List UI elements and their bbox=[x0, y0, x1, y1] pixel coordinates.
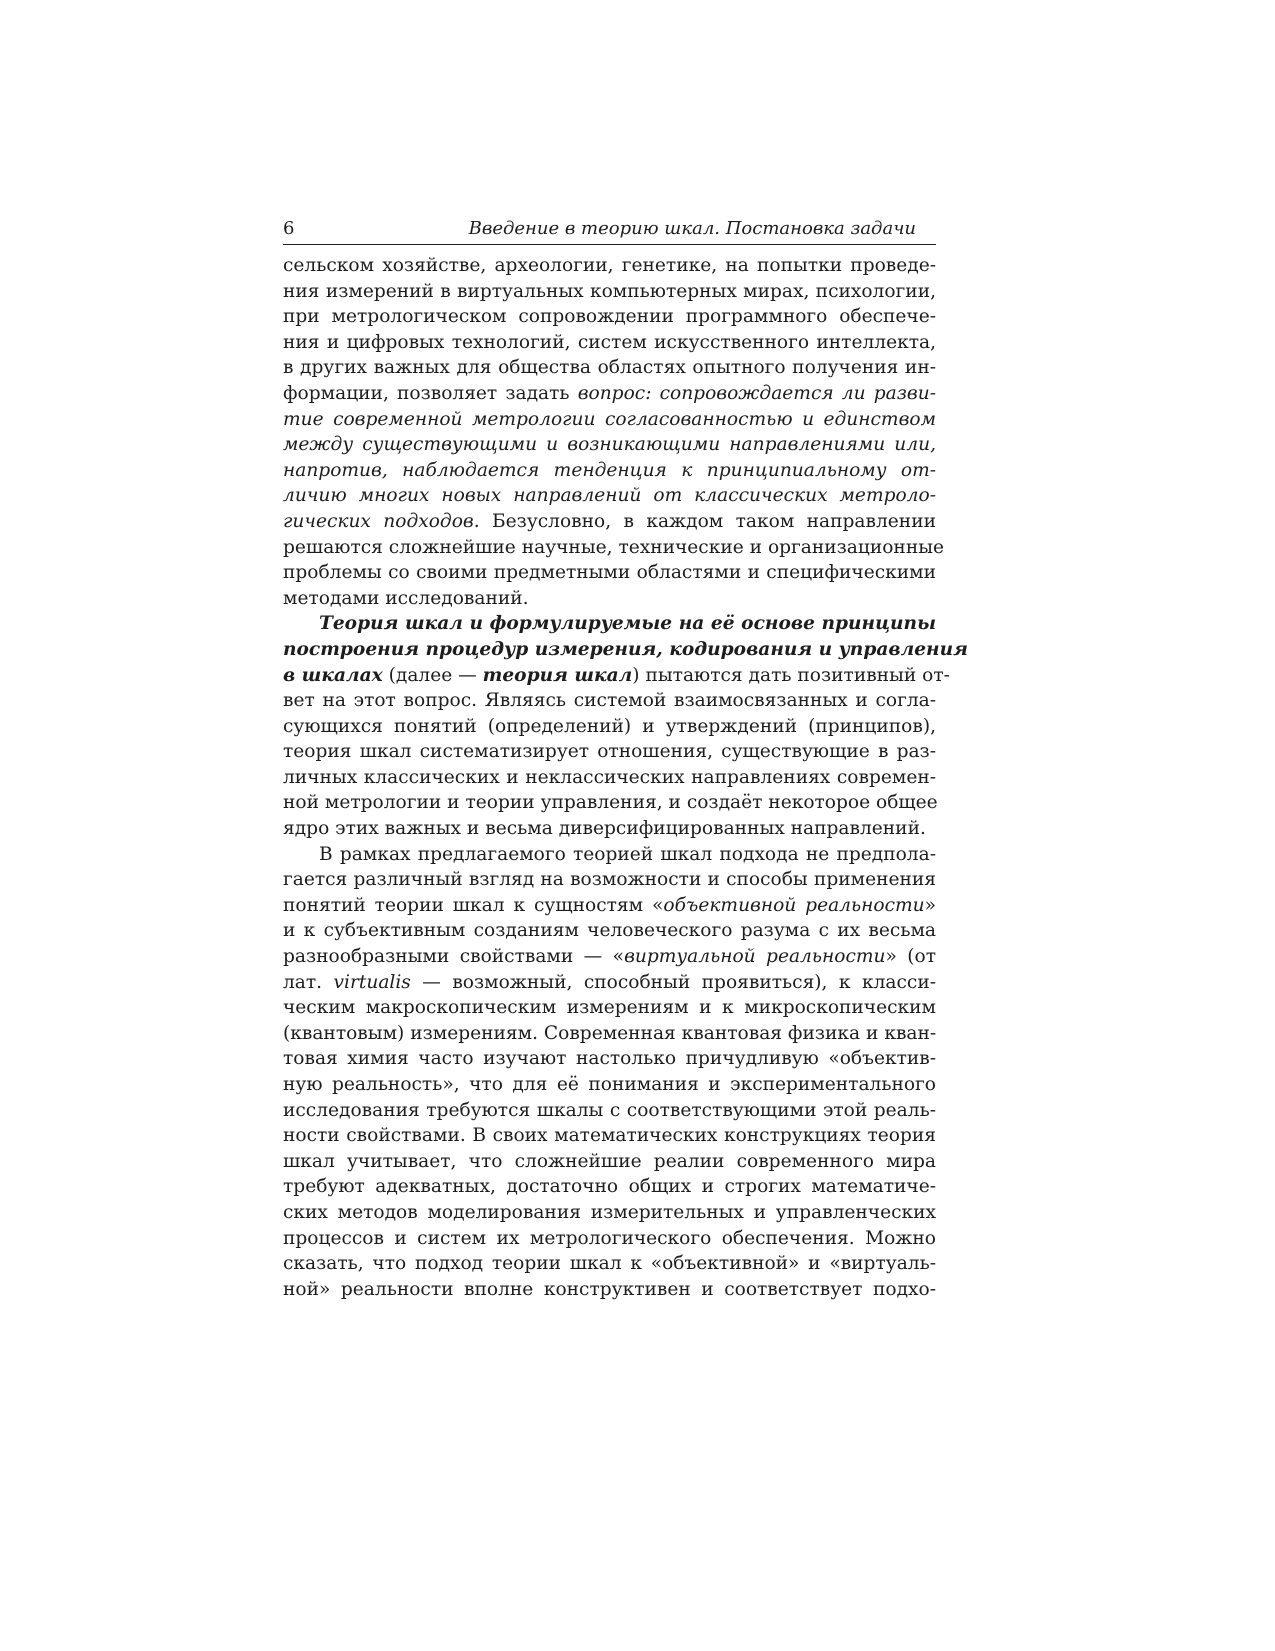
text-line bbox=[283, 611, 936, 637]
text-run: шкал учитывает, что сложнейшие реалии современного мира bbox=[283, 1150, 936, 1172]
text-line bbox=[283, 432, 936, 458]
text-run: . Безусловно, в каждом таком направлении bbox=[473, 510, 936, 532]
text-line bbox=[283, 483, 936, 509]
text-line bbox=[283, 253, 936, 279]
text-run: (далее — bbox=[382, 664, 483, 686]
italic-run: гических подходов bbox=[283, 510, 474, 532]
bold-italic-run: в шкалах bbox=[283, 664, 383, 686]
book-page bbox=[283, 216, 968, 1302]
bold-italic-run: Теория шкал и формулируемые на её основе принципы bbox=[319, 613, 936, 635]
text-line bbox=[283, 1149, 936, 1175]
text-run: товая химия часто изучают настолько причудливую «объектив- bbox=[283, 1048, 936, 1070]
running-header bbox=[283, 216, 936, 245]
text-line bbox=[283, 535, 945, 561]
text-run: — возможный, способный проявиться), к класси- bbox=[410, 971, 936, 993]
text-line bbox=[283, 944, 936, 970]
text-line bbox=[283, 407, 936, 433]
text-run: ния и цифровых технологий, систем искусственного интеллекта, bbox=[283, 331, 936, 353]
text-run: ских методов моделирования измерительных и управленческих bbox=[283, 1201, 936, 1223]
text-line bbox=[283, 1072, 936, 1098]
text-line bbox=[283, 790, 936, 816]
running-title: Введение в теорию шкал. Постановка задачи bbox=[468, 218, 916, 239]
text-line bbox=[283, 816, 936, 842]
bold-italic-run: теория шкал bbox=[482, 664, 633, 686]
text-line bbox=[283, 381, 936, 407]
text-line bbox=[283, 560, 936, 586]
text-line bbox=[283, 509, 936, 535]
text-line bbox=[283, 1046, 936, 1072]
text-run: вет на этот вопрос. Являясь системой взаимосвязанных и согла- bbox=[283, 690, 936, 712]
text-line bbox=[283, 1021, 936, 1047]
italic-run: тие современной метрологии согласованностью и единством bbox=[283, 408, 936, 430]
text-line bbox=[283, 458, 936, 484]
text-run: » (от bbox=[885, 946, 936, 968]
text-line bbox=[283, 637, 968, 663]
text-line bbox=[283, 1200, 936, 1226]
text-run: методами исследований. bbox=[283, 587, 529, 609]
italic-run: вопрос: сопровождается ли разви- bbox=[577, 382, 936, 404]
text-run: разнообразными свойствами — « bbox=[283, 946, 625, 968]
text-line bbox=[283, 1277, 936, 1303]
text-run: сельском хозяйстве, археологии, генетике, на попытки проведе- bbox=[283, 255, 936, 276]
text-line bbox=[283, 970, 936, 996]
text-run: ческим макроскопическим измерениям и к микроскопическим bbox=[283, 997, 936, 1019]
text-run: личных классических и неклассических направлениях современ- bbox=[283, 766, 936, 788]
body-text bbox=[283, 253, 968, 1302]
text-run: в других важных для общества областях опытного получения ин- bbox=[283, 357, 936, 379]
text-run: ной метрологии и теории управления, и создаёт некоторое общее bbox=[283, 792, 938, 814]
bold-italic-run: построения процедур измерения, кодирования и управления bbox=[283, 638, 968, 660]
text-line bbox=[283, 304, 936, 330]
text-run: процессов и систем их метрологического обеспечения. Можно bbox=[283, 1227, 936, 1249]
text-line bbox=[283, 918, 936, 944]
text-line bbox=[283, 893, 936, 919]
text-line bbox=[283, 1251, 936, 1277]
text-line bbox=[283, 1098, 936, 1124]
text-run: ной» реальности вполне конструктивен и соответствует подхо- bbox=[283, 1278, 936, 1300]
text-run: В рамках предлагаемого теорией шкал подхода не предпола- bbox=[319, 843, 936, 865]
text-run: ) пытаются дать позитивный от- bbox=[632, 664, 950, 686]
text-line bbox=[283, 867, 936, 893]
text-line bbox=[283, 279, 936, 305]
text-run: теория шкал систематизирует отношения, существующие в раз- bbox=[283, 741, 936, 763]
text-run: ядро этих важных и весьма диверсифицированных направлений. bbox=[283, 818, 926, 840]
text-run: требуют адекватных, достаточно общих и строгих математиче- bbox=[283, 1176, 936, 1198]
text-run: ния измерений в виртуальных компьютерных мирах, психологии, bbox=[283, 280, 936, 302]
italic-run: между существующими и возникающими направлениями или, bbox=[283, 434, 936, 456]
text-run: исследования требуются шкалы с соответствующими этой реаль- bbox=[283, 1099, 936, 1121]
italic-run: виртуальной реальности bbox=[624, 946, 886, 968]
text-run: проблемы со своими предметными областями и специфическими bbox=[283, 562, 936, 584]
italic-run: напротив, наблюдается тенденция к принципиальному от- bbox=[283, 459, 936, 481]
italic-run: личию многих новых направлений от классических метроло- bbox=[283, 485, 936, 507]
text-line bbox=[283, 330, 936, 356]
text-run: при метрологическом сопровождении программного обеспече- bbox=[283, 306, 936, 328]
text-line bbox=[283, 1174, 936, 1200]
text-run: ную реальность», что для её понимания и экспериментального bbox=[283, 1074, 936, 1095]
text-line bbox=[283, 1123, 936, 1149]
text-run: решаются сложнейшие научные, технические и организационные bbox=[283, 536, 945, 558]
text-run: сующихся понятий (определений) и утверждений (принципов), bbox=[283, 715, 936, 737]
text-run: понятий теории шкал к сущностям « bbox=[283, 894, 664, 916]
text-run: лат. bbox=[283, 971, 334, 993]
text-line bbox=[283, 688, 936, 714]
text-run: » bbox=[924, 894, 936, 916]
text-line bbox=[283, 586, 936, 612]
text-run: (квантовым) измерениям. Современная квантовая физика и кван- bbox=[283, 1022, 937, 1044]
italic-run: virtualis bbox=[333, 971, 411, 993]
text-run: ности свойствами. В своих математических конструкциях теория bbox=[283, 1125, 936, 1147]
text-line bbox=[283, 842, 936, 868]
text-line bbox=[283, 663, 950, 689]
text-run: и к субъективным созданиям человеческого разума с их весьма bbox=[283, 920, 936, 942]
text-line bbox=[283, 1226, 936, 1252]
text-run: формации, позволяет задать bbox=[283, 382, 578, 404]
text-line bbox=[283, 765, 936, 791]
text-line bbox=[283, 995, 936, 1021]
text-run: гается различный взгляд на возможности и способы применения bbox=[283, 869, 936, 891]
italic-run: объективной реальности bbox=[663, 894, 925, 916]
text-line bbox=[283, 714, 936, 740]
text-line bbox=[283, 355, 936, 381]
page-number: 6 bbox=[283, 218, 295, 239]
text-run: сказать, что подход теории шкал к «объективной» и «виртуаль- bbox=[283, 1253, 936, 1275]
text-line bbox=[283, 739, 936, 765]
